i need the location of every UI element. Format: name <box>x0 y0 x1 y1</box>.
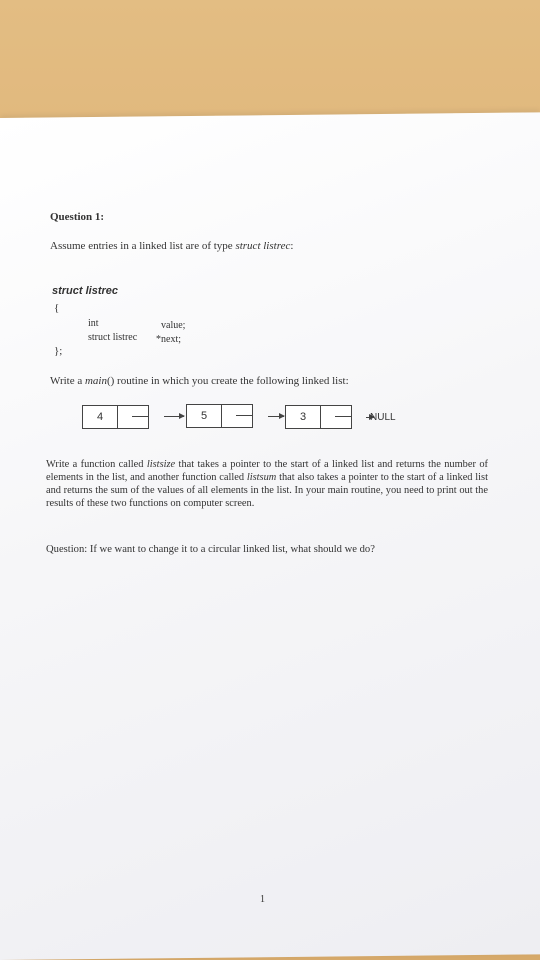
task-paragraph <box>46 458 488 510</box>
circular-list-question: Question: If we want to change it to a circular linked list, what should we do? <box>46 544 375 555</box>
main-prompt-prefix: Write a <box>50 375 85 387</box>
paragraph-part-2: that takes a pointer to the start of a linked list and returns the number of elements in the list, and another function called <box>46 459 488 483</box>
field-type-listrec: struct listrec <box>88 332 138 343</box>
node-value: 3 <box>286 406 321 428</box>
node-pointer <box>321 406 351 428</box>
main-prompt-suffix: () routine in which you create the following linked list: <box>106 375 349 387</box>
paragraph-part-3: that also takes a pointer to the start of a linked list and returns the sum of the values of all elements in the list. In your main routine, you need to print out the results of these two functions on computer screen. <box>46 472 488 509</box>
intro-prefix: Assume entries in a linked list are of type <box>50 240 236 252</box>
null-terminal: NULL <box>370 412 396 423</box>
paragraph-part-1: Write a function called <box>46 459 147 470</box>
intro-type-name: struct listrec <box>235 240 291 252</box>
node-pointer <box>118 406 148 428</box>
list-node-1 <box>82 405 149 429</box>
node-pointer <box>222 405 252 427</box>
list-node-2 <box>186 404 253 428</box>
intro-text <box>50 240 293 252</box>
page-number: 1 <box>260 894 265 905</box>
list-node-3 <box>285 405 352 429</box>
node-value: 4 <box>83 406 118 428</box>
field-type-int: int <box>88 318 99 329</box>
field-name-value: value; <box>161 320 186 331</box>
main-prompt-func: main <box>84 375 107 387</box>
struct-close-brace: }; <box>54 345 63 357</box>
struct-name: struct listrec <box>52 285 119 297</box>
node-value: 5 <box>187 405 222 427</box>
main-prompt <box>50 375 349 387</box>
function-listsum: listsum <box>246 472 277 483</box>
pointer-arrow <box>164 416 184 417</box>
struct-open-brace: { <box>54 302 60 314</box>
function-listsize: listsize <box>146 459 176 470</box>
field-name-next: *next; <box>156 334 181 345</box>
intro-suffix: : <box>290 240 294 252</box>
question-title: Question 1: <box>50 211 105 223</box>
pointer-arrow <box>268 416 284 417</box>
